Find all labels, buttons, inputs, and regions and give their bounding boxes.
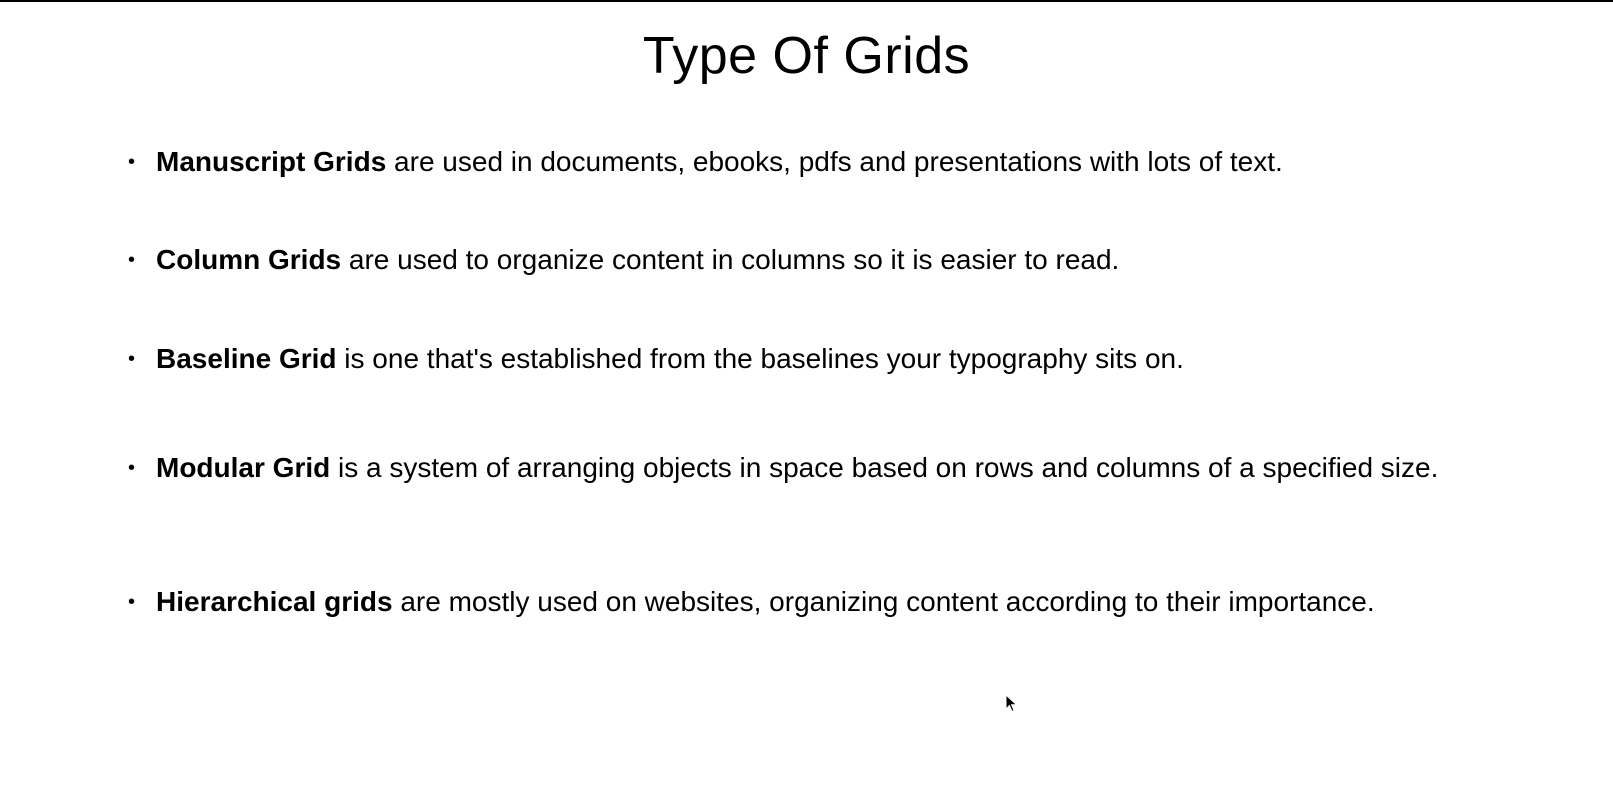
bullet-dot: • [128,249,136,271]
list-item-text: is one that's established from the baselines your typography sits on. [336,343,1184,374]
bullet-dot: • [128,348,136,370]
bullet-dot: • [128,591,136,613]
list-item-term: Baseline Grid [156,343,337,374]
list-item [120,341,1440,377]
list-item-term: Modular Grid [156,452,331,483]
list-item-text: are mostly used on websites, organizing content according to their importance. [392,586,1375,617]
list-item-text: is a system of arranging objects in space based on rows and columns of a specified size. [330,452,1439,483]
list-item-text: are used in documents, ebooks, pdfs and presentations with lots of text. [386,146,1283,177]
bullet-dot: • [128,151,136,173]
list-item [120,450,1440,486]
list-item [120,144,1440,180]
mouse-pointer-icon [1005,694,1019,714]
top-border [0,0,1613,2]
list-item [120,584,1440,620]
list-item-term: Hierarchical grids [156,586,393,617]
page-title: Type Of Grids [642,27,971,85]
list-item-text: are used to organize content in columns so it is easier to read. [341,244,1120,275]
list-item-term: Manuscript Grids [156,146,387,177]
list-item [120,242,1440,278]
bullet-dot: • [128,457,136,479]
list-item-term: Column Grids [156,244,342,275]
